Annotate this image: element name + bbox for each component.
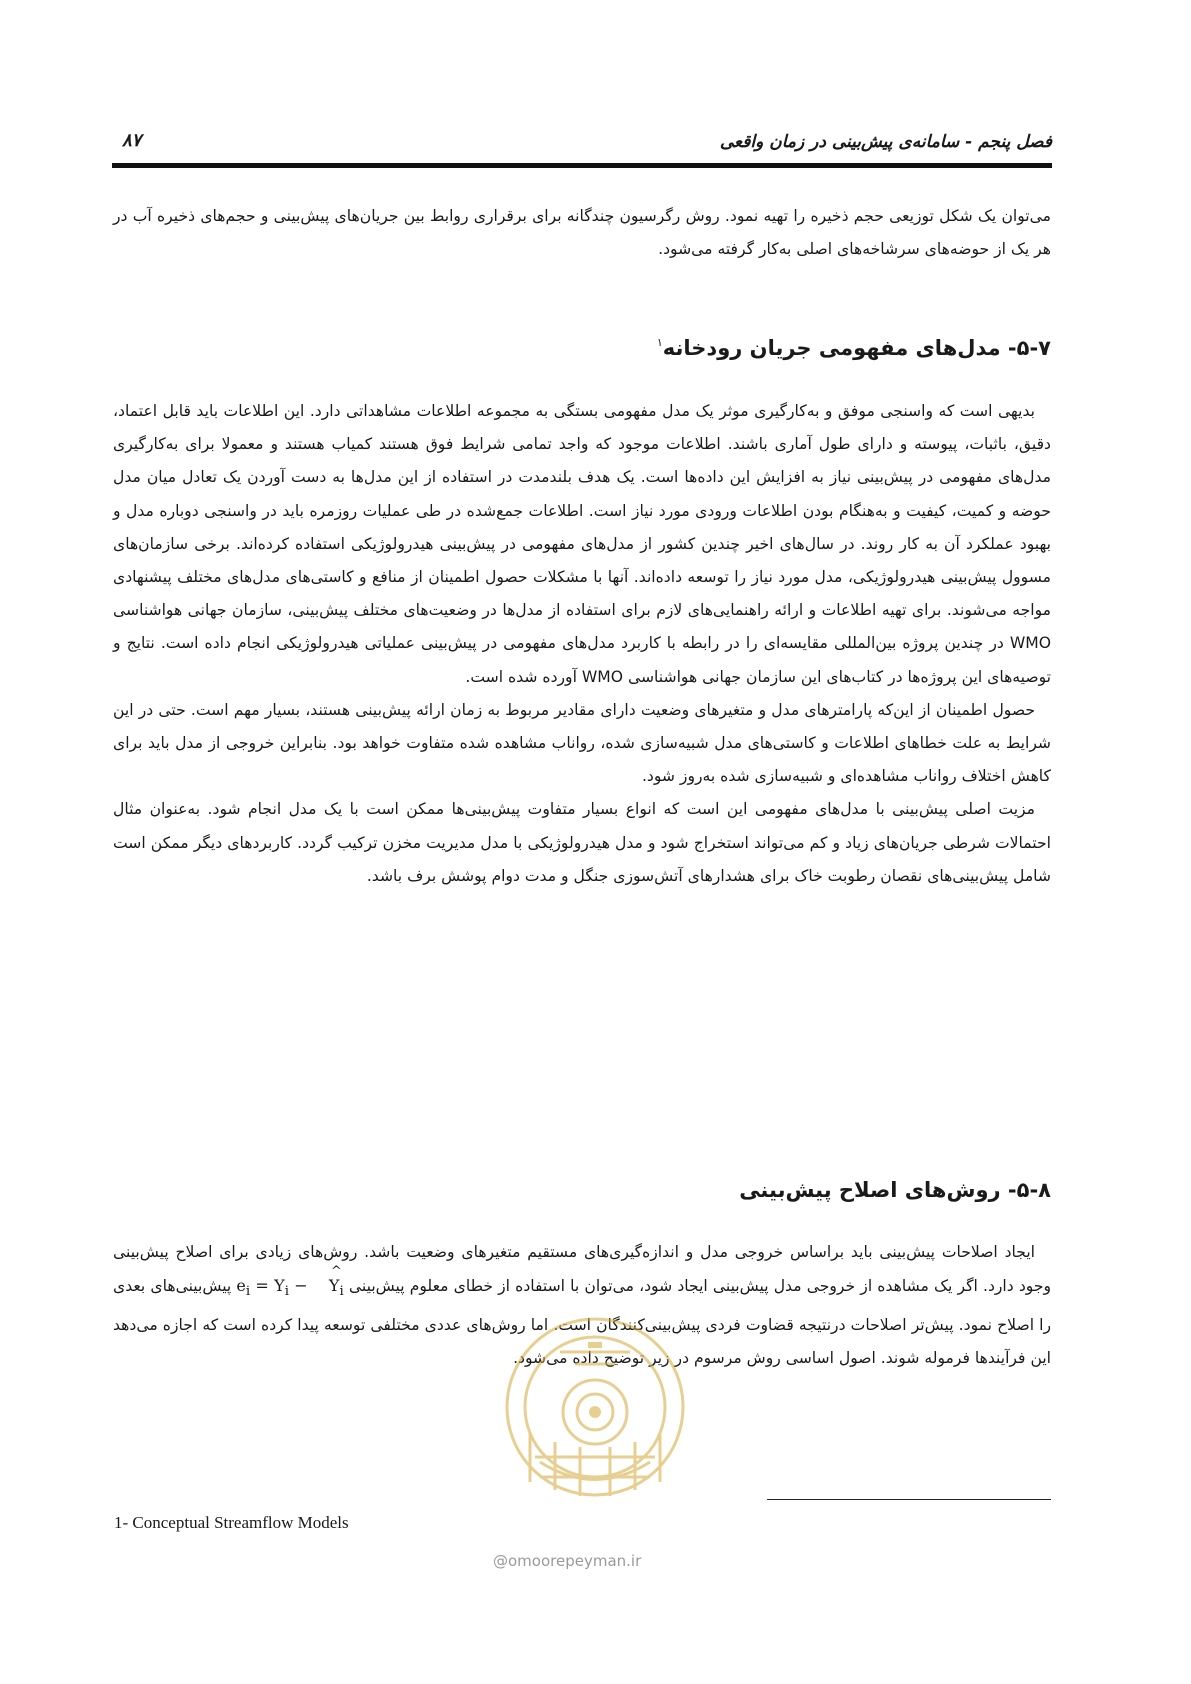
header-rule (112, 163, 1052, 168)
chapter-title: فصل پنجم - سامانه‌ی پیش‌بینی در زمان واقعی (719, 132, 1052, 152)
formula-minus: − (288, 1276, 313, 1296)
formula-sub: i (245, 1284, 251, 1300)
footnote-marker: ۱ (656, 336, 663, 349)
error-formula (236, 1276, 344, 1300)
paragraph: بدیهی است که واسنجی موفق و به‌کارگیری موثر یک مدل مفهومی بستگی به مجموعه اطلاعات مشاهداتی دارد. این اطلاعات باید قابل اعتماد، دقیق، باثبات، پیوسته و دارای طول آماری باشند. اطلاعات موجود که واجد تمامی شرایط فوق هستند کمیاب هستند و معمولا برای به‌کارگیری مدل‌های مفهومی در پیش‌بینی نیاز به افزایش این داده‌ها است. یک هدف بلندمدت در استفاده از این مدل‌ها به دست آوردن یک تعادل میان مدل حوضه و کمیت، کیفیت و به‌هنگام بودن اطلاعات ورودی مورد نیاز است. اطلاعات جمع‌شده در طی عملیات روزمره باید در واسنجی دوباره مدل و بهبود عملکرد آن به کار روند. در سال‌های اخیر چندین کشور از مدل‌های مفهومی در پیش‌بینی هیدرولوژیکی استفاده کرده‌اند. برخی سازمان‌های مسوول پیش‌بینی هیدرولوژیکی، مدل مورد نیاز را توسعه داده‌اند. آنها با مشکلات حصول اطمینان از منافع و کاستی‌های مدل‌های مختلف پیشنهادی مواجه می‌شوند. برای تهیه اطلاعات و ارائه راهنمایی‌های لازم برای استفاده از مدل‌ها در وضعیت‌های مختلف پیش‌بینی، سازمان جهانی هواشناسی WMO در چندین پروژه بین‌المللی مقایسه‌ای را در رابطه با کاربرد مدل‌های مفهومی در پیش‌بینی عملیاتی هیدرولوژیکی انجام داده است. نتایج و توصیه‌های این پروژه‌ها در کتاب‌های این سازمان جهانی هواشناسی WMO آورده شده است. (113, 402, 1051, 686)
formula-sub: i (339, 1284, 344, 1300)
watermark-url: @omoorepeyman.ir (493, 1552, 642, 1570)
paragraph-part: پیش‌بینی‌های بعدی را اصلاح نمود. پیش‌تر اصلاحات درنتیجه قضاوت فردی پیش‌بینی‌کنندگان است. اما روش‌های عددی مختلفی توسعه پیدا کرده است که اجازه می‌دهد این فرآیندها فرموله شوند. اصول اساسی روش مرسوم در زیر توضیح داده می‌شود. (113, 1277, 1051, 1367)
intro-block (113, 200, 1051, 266)
watermark-seal-icon (500, 1312, 690, 1522)
paragraph: مزیت اصلی پیش‌بینی با مدل‌های مفهومی این است که انواع بسیار متفاوت پیش‌بینی‌ها ممکن است با یک مدل انجام شود. به‌عنوان مثال احتمالات شرطی جریان‌های زیاد و کم می‌تواند استخراج شود و مدل هیدرولوژیکی با مدل مدیریت مخزن ترکیب گردد. کاربردهای دیگر ممکن است شامل پیش‌بینی‌های نقصان رطوبت خاک برای هشدارهای آتش‌سوزی جنگل و مدت دوام پوشش برف باشد. (113, 800, 1051, 885)
footnote-rule (767, 1499, 1051, 1500)
formula-e: e (236, 1276, 246, 1296)
section-5-7-body (113, 395, 1051, 893)
footnote: 1- Conceptual Streamflow Models (114, 1513, 349, 1532)
formula-eq: = Y (250, 1276, 285, 1296)
paragraph: حصول اطمینان از این‌که پارامترهای مدل و متغیرهای وضعیت دارای مقادیر مربوط به زمان ارائه پیش‌بینی هستند، بسیار مهم است. حتی در این شرایط به علت خطاهای اطلاعات و کاستی‌های مدل شبیه‌سازی شده، رواناب مشاهده شده متفاوت خواهد بود. بنابراین خروجی از مدل باید برای کاهش اختلاف رواناب مشاهده‌ای و شبیه‌سازی شده به‌روز شود. (113, 700, 1051, 786)
section-heading-text: ۵-۷- مدل‌های مفهومی جریان رودخانه (662, 336, 1051, 360)
intro-paragraph: می‌توان یک شکل توزیعی حجم ذخیره را تهیه نمود. روش رگرسیون چندگانه برای برقراری روابط بین جریان‌های پیش‌بینی و حجم‌های ذخیره آب در هر یک از حوضه‌های سرشاخه‌های اصلی به‌کار گرفته می‌شود. (113, 207, 1051, 259)
section-heading-5-8 (739, 1178, 1051, 1202)
section-heading-text: ۵-۸- روش‌های اصلاح پیش‌بینی (739, 1178, 1051, 1202)
section-heading-5-7 (657, 336, 1051, 360)
formula-sub: i (284, 1284, 289, 1300)
running-header (112, 128, 1052, 160)
formula-yhat: ^ Y (313, 1269, 340, 1302)
paragraph-part: ایجاد اصلاحات پیش‌بینی باید براساس خروجی مدل و اندازه‌گیری‌های مستقیم متغیرهای وضعیت باشد. روش‌های زیادی برای اصلاح پیش‌بینی وجود دارد. اگر یک مشاهده از خروجی مدل پیش‌بینی ایجاد شود، می‌توان با استفاده از خطای معلوم پیش‌بینی (113, 1243, 1052, 1296)
page-number: ۸۷ (122, 130, 142, 151)
